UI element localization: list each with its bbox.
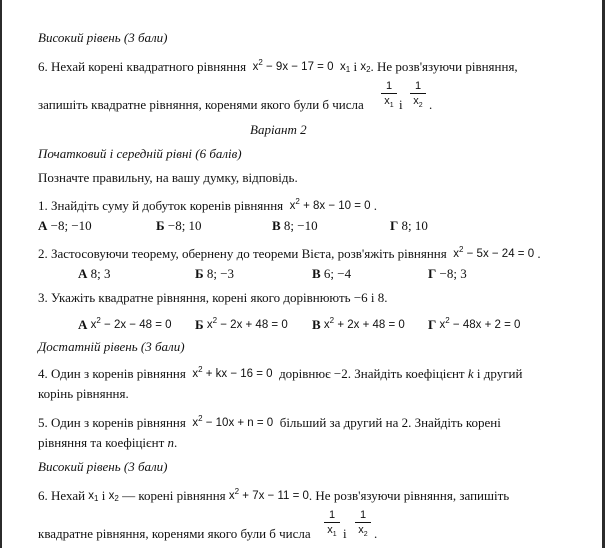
q2-option-b[interactable]: Б 8; −3 (195, 266, 235, 281)
q3-option-c[interactable]: В $x^2 + 2x + 48 = 0$ (312, 316, 405, 332)
q2-option-a[interactable]: А 8; 3 (78, 266, 111, 281)
fraction-1-over-x1: 1 $x_1$ (381, 80, 397, 112)
q1-option-a[interactable]: А −8; −10 (38, 218, 92, 233)
q1-option-c[interactable]: В 8; −10 (272, 218, 318, 233)
instruction: Позначте правильну, на вашу думку, відповідь. (38, 170, 298, 185)
question-2: 2. Застосовуючи теорему, обернену до теореми Вієта, розв'яжіть рівняння $x^2 - 5x - 24 = 0$ . (38, 245, 541, 261)
q2-option-d[interactable]: Г −8; 3 (428, 266, 467, 281)
q1-option-b[interactable]: Б −8; 10 (156, 218, 202, 233)
equation: $x^2 - 10x + n = 0$ (192, 414, 274, 429)
section-heading-high-level-2: Високий рівень (3 бали) (38, 459, 168, 474)
question-6-line2: квадратне рівняння, коренями якого були б числа (38, 526, 311, 541)
question-5-line1: 5. Один з коренів рівняння $x^2 - 10x + n = 0$ більший за другий на 2. Знайдіть корені (38, 414, 501, 430)
equation: $x^2$ + kx − 16 = 0 (192, 365, 273, 380)
question-3: 3. Укажіть квадратне рівняння, корені якого дорівнюють −6 і 8. (38, 290, 388, 305)
section-heading-basic-level: Початковий і середній рівні (6 балів) (38, 146, 242, 161)
equation: $x^2 - 9x - 17 = 0$ (252, 58, 334, 73)
v1-question-6-line1: 6. Нехай корені квадратного рівняння $x^2 - 9x - 17 = 0$ $x_1$ і $x_2$. Не розв'язуючи рівняння, (38, 58, 518, 74)
equation: $x^2 + 8x - 10 = 0$ (289, 197, 371, 212)
q3-option-b[interactable]: Б $x^2 - 2x + 48 = 0$ (195, 316, 288, 332)
section-heading-sufficient-level: Достатній рівень (3 бали) (38, 339, 185, 354)
page-left-edge (0, 0, 2, 548)
question-5-line2: рівняння та коефіцієнт n. (38, 435, 178, 450)
v1-question-6-line2: запишіть квадратне рівняння, коренями якого були б числа (38, 97, 364, 112)
question-4-line1: 4. Один з коренів рівняння $x^2$ + kx − 16 = 0 дорівнює −2. Знайдіть коефіцієнт k і другий (38, 365, 523, 381)
q3-option-d[interactable]: Г $x^2 - 48x + 2 = 0$ (428, 316, 521, 332)
q1-option-d[interactable]: Г 8; 10 (390, 218, 428, 233)
q2-option-c[interactable]: В 6; −4 (312, 266, 352, 281)
fraction-1-over-x1-v2: 1 $x_1$ (324, 509, 340, 541)
variant-title: Варіант 2 (250, 122, 307, 137)
fraction-1-over-x2: 1 $x_2$ (410, 80, 426, 112)
section-heading-high-level: Високий рівень (3 бали) (38, 30, 168, 45)
question-6-line1: 6. Нехай $x_1$ і $x_2$ — корені рівняння $x^2 + 7x - 11 = 0$. Не розв'язуючи рівняння, запишіть (38, 487, 510, 503)
question-4-line2: корінь рівняння. (38, 386, 129, 401)
equation: $x^2 + 7x - 11 = 0$ (228, 487, 309, 502)
question-1: 1. Знайдіть суму й добуток коренів рівняння $x^2 + 8x - 10 = 0$ . (38, 197, 378, 213)
q3-option-a[interactable]: А $x^2 - 2x - 48 = 0$ (78, 316, 172, 332)
fraction-1-over-x2-v2: 1 $x_2$ (355, 509, 371, 541)
equation: $x^2 - 5x - 24 = 0$ (453, 245, 535, 260)
